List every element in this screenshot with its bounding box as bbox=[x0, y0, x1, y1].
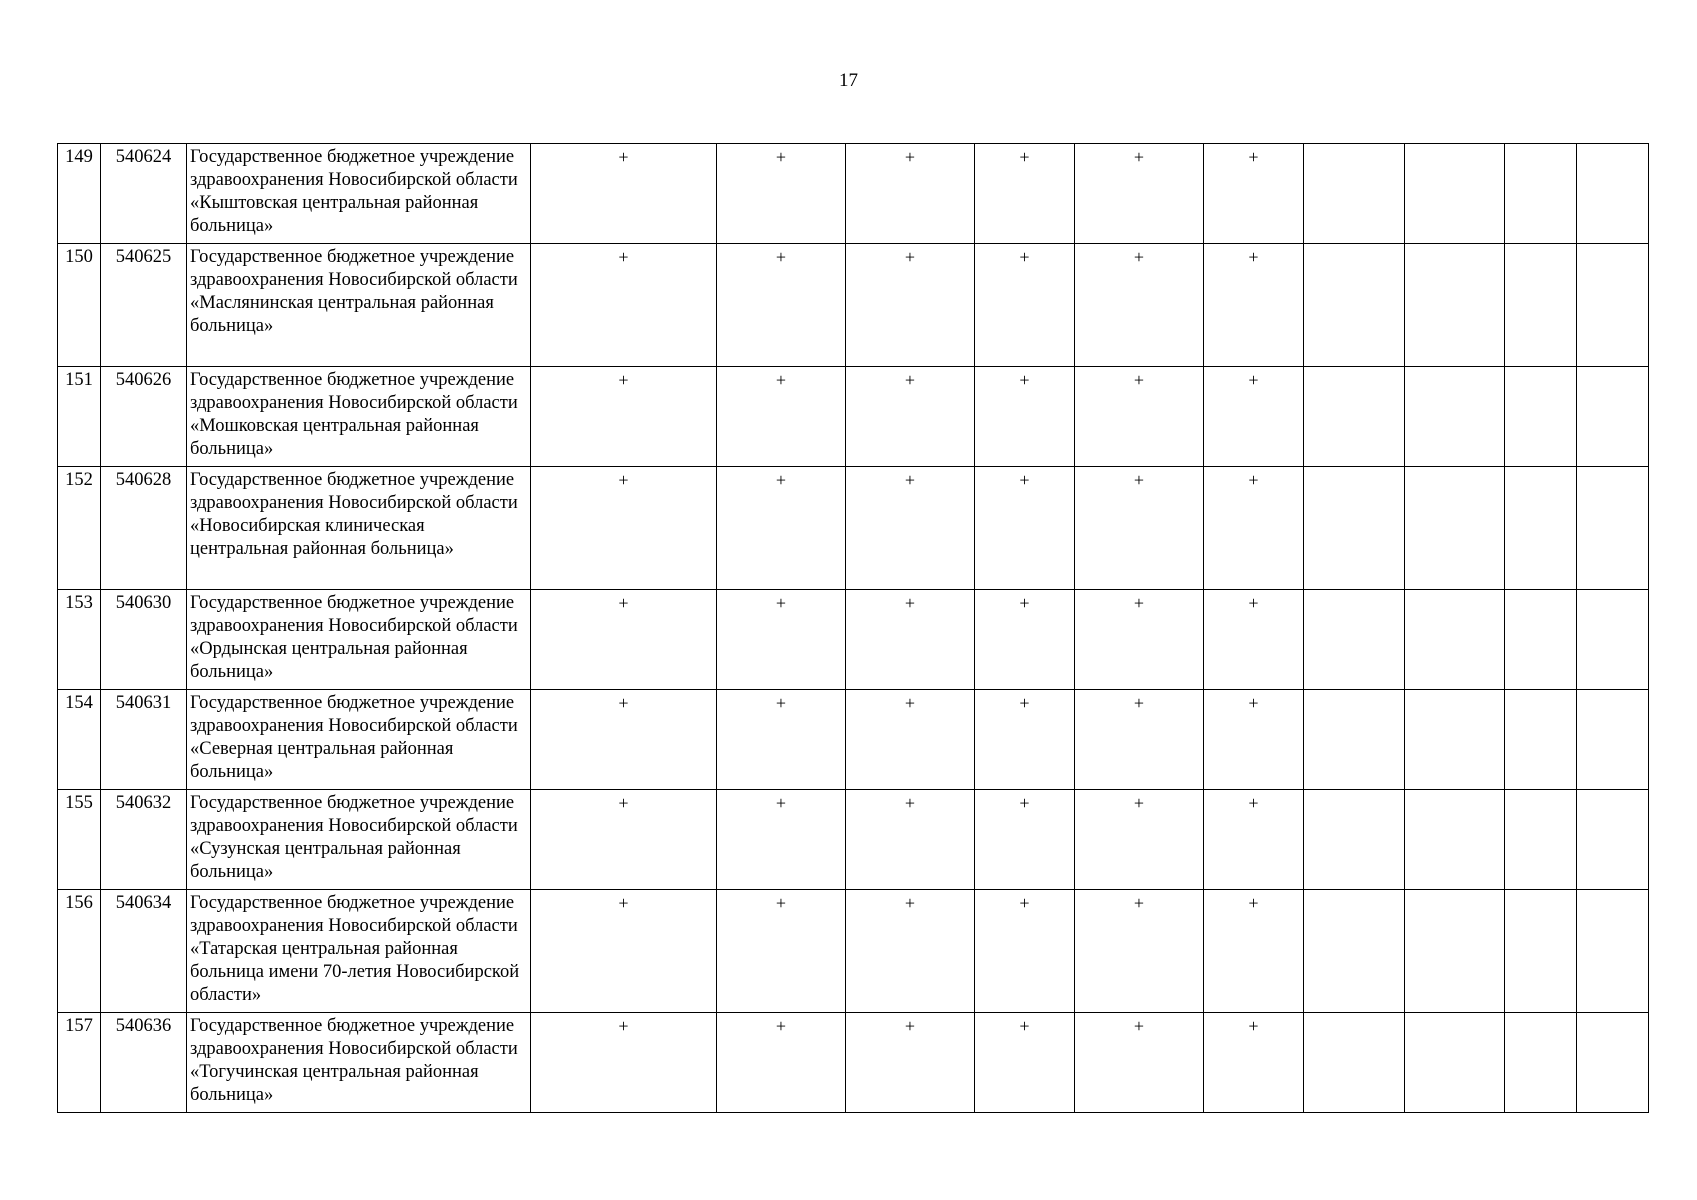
registry-table-body bbox=[58, 144, 1697, 1113]
mark-cell bbox=[1505, 890, 1577, 1013]
row-number-cell: 150 bbox=[58, 244, 101, 367]
mark-cell bbox=[1577, 244, 1649, 367]
row-number-cell: 152 bbox=[58, 467, 101, 590]
table-row bbox=[58, 890, 1697, 1013]
mark-cell: + bbox=[717, 590, 846, 690]
mark-cell: + bbox=[717, 1013, 846, 1113]
organization-name-cell: Государственное бюджетное учреждение здравоохранения Новосибирской области «Татарская центральная районная больница имени 70-летия Новосибирской области» bbox=[187, 890, 531, 1013]
mark-cell: + bbox=[531, 690, 717, 790]
organization-name-cell: Государственное бюджетное учреждение здравоохранения Новосибирской области «Тогучинская центральная районная больница» bbox=[187, 1013, 531, 1113]
mark-cell bbox=[1577, 590, 1649, 690]
mark-cell bbox=[1405, 690, 1505, 790]
mark-cell: + bbox=[846, 1013, 975, 1113]
mark-cell: + bbox=[975, 144, 1075, 244]
organization-code-cell: 540626 bbox=[101, 367, 187, 467]
mark-cell bbox=[1577, 144, 1649, 244]
mark-cell: + bbox=[717, 890, 846, 1013]
mark-cell: + bbox=[1075, 367, 1204, 467]
row-number-cell: 157 bbox=[58, 1013, 101, 1113]
mark-cell bbox=[1405, 790, 1505, 890]
organization-name-cell: Государственное бюджетное учреждение здравоохранения Новосибирской области «Ордынская центральная районная больница» bbox=[187, 590, 531, 690]
row-number-cell: 155 bbox=[58, 790, 101, 890]
mark-cell: + bbox=[717, 367, 846, 467]
mark-cell bbox=[1505, 590, 1577, 690]
organization-name-cell: Государственное бюджетное учреждение здравоохранения Новосибирской области «Сузунская центральная районная больница» bbox=[187, 790, 531, 890]
mark-cell: + bbox=[531, 367, 717, 467]
organization-name-cell: Государственное бюджетное учреждение здравоохранения Новосибирской области «Северная центральная районная больница» bbox=[187, 690, 531, 790]
organization-name-cell: Государственное бюджетное учреждение здравоохранения Новосибирской области «Мошковская центральная районная больница» bbox=[187, 367, 531, 467]
row-number-cell: 151 bbox=[58, 367, 101, 467]
mark-cell: + bbox=[846, 467, 975, 590]
mark-cell bbox=[1505, 144, 1577, 244]
mark-cell: + bbox=[846, 244, 975, 367]
mark-cell: + bbox=[531, 790, 717, 890]
mark-cell: + bbox=[846, 144, 975, 244]
table-row bbox=[58, 244, 1697, 367]
mark-cell bbox=[1577, 690, 1649, 790]
mark-cell: + bbox=[975, 367, 1075, 467]
page-number: 17 bbox=[839, 70, 858, 91]
table-row bbox=[58, 467, 1697, 590]
mark-cell bbox=[1577, 790, 1649, 890]
mark-cell: + bbox=[1204, 1013, 1304, 1113]
mark-cell bbox=[1505, 1013, 1577, 1113]
mark-cell: + bbox=[1075, 690, 1204, 790]
organization-code-cell: 540624 bbox=[101, 144, 187, 244]
mark-cell bbox=[1304, 590, 1405, 690]
mark-cell bbox=[1304, 690, 1405, 790]
mark-cell bbox=[1505, 367, 1577, 467]
mark-cell bbox=[1304, 790, 1405, 890]
organization-code-cell: 540636 bbox=[101, 1013, 187, 1113]
mark-cell: + bbox=[717, 690, 846, 790]
mark-cell: + bbox=[1204, 244, 1304, 367]
mark-cell: + bbox=[1075, 890, 1204, 1013]
mark-cell: + bbox=[846, 367, 975, 467]
registry-table bbox=[57, 143, 1697, 1113]
mark-cell: + bbox=[975, 690, 1075, 790]
mark-cell: + bbox=[1204, 367, 1304, 467]
organization-code-cell: 540625 bbox=[101, 244, 187, 367]
mark-cell bbox=[1505, 467, 1577, 590]
mark-cell: + bbox=[1075, 144, 1204, 244]
mark-cell bbox=[1405, 590, 1505, 690]
mark-cell: + bbox=[846, 590, 975, 690]
mark-cell bbox=[1505, 690, 1577, 790]
mark-cell bbox=[1405, 1013, 1505, 1113]
mark-cell bbox=[1304, 467, 1405, 590]
mark-cell bbox=[1304, 367, 1405, 467]
mark-cell: + bbox=[717, 144, 846, 244]
mark-cell: + bbox=[531, 467, 717, 590]
mark-cell: + bbox=[1204, 590, 1304, 690]
mark-cell: + bbox=[1204, 144, 1304, 244]
mark-cell bbox=[1577, 367, 1649, 467]
mark-cell: + bbox=[975, 467, 1075, 590]
mark-cell bbox=[1405, 890, 1505, 1013]
mark-cell: + bbox=[975, 890, 1075, 1013]
mark-cell: + bbox=[846, 890, 975, 1013]
table-row bbox=[58, 690, 1697, 790]
organization-code-cell: 540628 bbox=[101, 467, 187, 590]
table-row bbox=[58, 1013, 1697, 1113]
mark-cell bbox=[1304, 244, 1405, 367]
mark-cell: + bbox=[531, 144, 717, 244]
mark-cell bbox=[1304, 1013, 1405, 1113]
mark-cell bbox=[1577, 467, 1649, 590]
mark-cell: + bbox=[846, 690, 975, 790]
table-row bbox=[58, 367, 1697, 467]
row-number-cell: 149 bbox=[58, 144, 101, 244]
mark-cell: + bbox=[1075, 467, 1204, 590]
mark-cell bbox=[1304, 144, 1405, 244]
organization-name-cell: Государственное бюджетное учреждение здравоохранения Новосибирской области «Кыштовская центральная районная больница» bbox=[187, 144, 531, 244]
mark-cell: + bbox=[531, 244, 717, 367]
mark-cell: + bbox=[846, 790, 975, 890]
mark-cell: + bbox=[1075, 790, 1204, 890]
mark-cell: + bbox=[1075, 244, 1204, 367]
mark-cell bbox=[1505, 244, 1577, 367]
mark-cell: + bbox=[975, 244, 1075, 367]
mark-cell bbox=[1577, 890, 1649, 1013]
mark-cell bbox=[1577, 1013, 1649, 1113]
mark-cell: + bbox=[717, 790, 846, 890]
mark-cell: + bbox=[531, 890, 717, 1013]
mark-cell: + bbox=[717, 467, 846, 590]
organization-code-cell: 540631 bbox=[101, 690, 187, 790]
organization-code-cell: 540630 bbox=[101, 590, 187, 690]
mark-cell: + bbox=[1204, 467, 1304, 590]
row-number-cell: 154 bbox=[58, 690, 101, 790]
organization-code-cell: 540634 bbox=[101, 890, 187, 1013]
organization-code-cell: 540632 bbox=[101, 790, 187, 890]
table-row bbox=[58, 144, 1697, 244]
mark-cell: + bbox=[975, 590, 1075, 690]
mark-cell bbox=[1405, 244, 1505, 367]
organization-name-cell: Государственное бюджетное учреждение здравоохранения Новосибирской области «Маслянинская центральная районная больница» bbox=[187, 244, 531, 367]
mark-cell: + bbox=[1204, 890, 1304, 1013]
mark-cell bbox=[1304, 890, 1405, 1013]
mark-cell: + bbox=[1075, 1013, 1204, 1113]
mark-cell: + bbox=[975, 1013, 1075, 1113]
table-row bbox=[58, 590, 1697, 690]
table-row bbox=[58, 790, 1697, 890]
mark-cell: + bbox=[531, 1013, 717, 1113]
mark-cell: + bbox=[717, 244, 846, 367]
mark-cell: + bbox=[1204, 790, 1304, 890]
mark-cell bbox=[1405, 144, 1505, 244]
mark-cell bbox=[1405, 467, 1505, 590]
mark-cell: + bbox=[975, 790, 1075, 890]
mark-cell bbox=[1505, 790, 1577, 890]
row-number-cell: 156 bbox=[58, 890, 101, 1013]
mark-cell: + bbox=[531, 590, 717, 690]
mark-cell: + bbox=[1075, 590, 1204, 690]
row-number-cell: 153 bbox=[58, 590, 101, 690]
organization-name-cell: Государственное бюджетное учреждение здравоохранения Новосибирской области «Новосибирская клиническая центральная районная больница» bbox=[187, 467, 531, 590]
mark-cell: + bbox=[1204, 690, 1304, 790]
mark-cell bbox=[1405, 367, 1505, 467]
